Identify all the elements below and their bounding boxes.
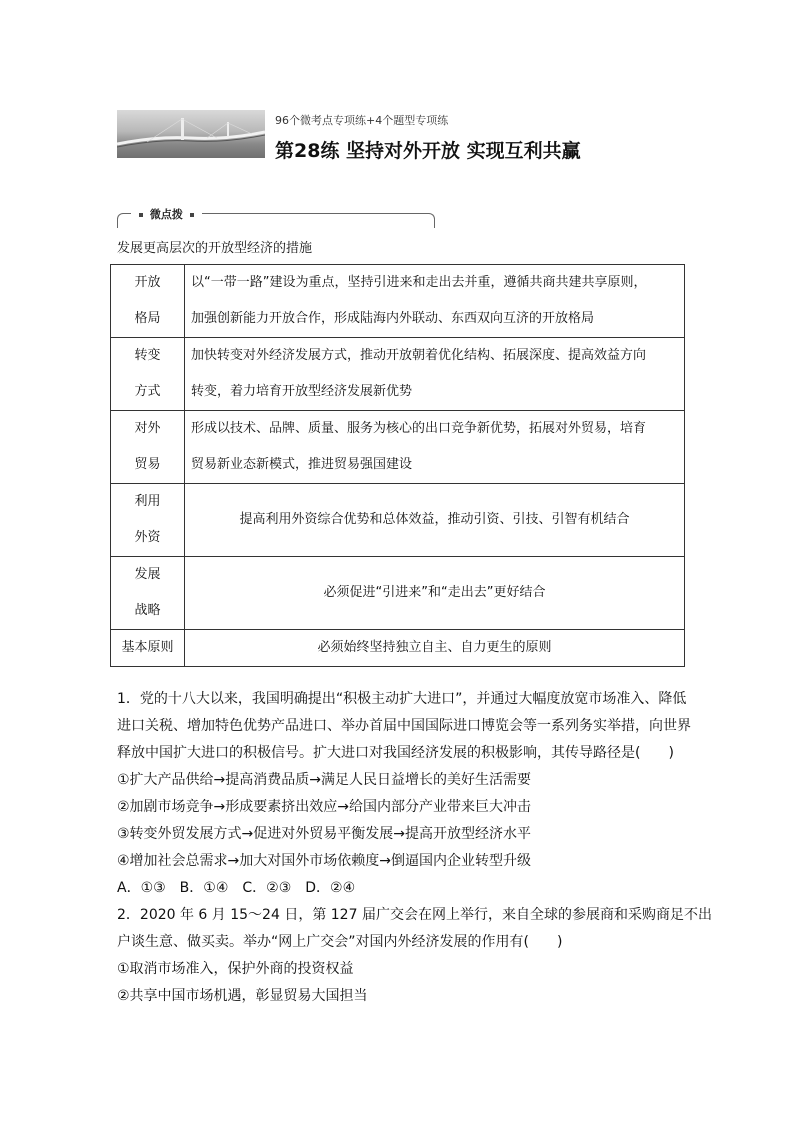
- category-cell: [111, 630, 185, 667]
- category-line: 转变: [134, 348, 161, 363]
- category-line: 基本原则: [121, 640, 174, 655]
- description-line: 转变，着力培育开放型经济发展新优势: [191, 384, 413, 399]
- description-line: 提高利用外资综合优势和总体效益，推动引资、引技、引智有机结合: [239, 512, 630, 527]
- table-row: [111, 557, 685, 630]
- table-row: [111, 338, 685, 411]
- description-line: 必须始终坚持独立自主、自力更生的原则: [317, 640, 552, 655]
- question-1-answers: A．①③ B．①④ C．②③ D．②④: [117, 880, 356, 896]
- category-line: 发展: [134, 567, 161, 582]
- category-line: 利用: [134, 494, 161, 509]
- question-1-line: 释放中国扩大进口的积极信号。扩大进口对我国经济发展的积极影响，其传导路径是( ): [117, 745, 674, 761]
- bridge-illustration: [117, 110, 265, 158]
- section-subtitle: 发展更高层次的开放型经济的措施: [117, 241, 313, 256]
- category-line: 外资: [134, 530, 161, 545]
- table-row: [111, 411, 685, 484]
- square-icon: [139, 213, 143, 217]
- description-cell: [185, 265, 685, 338]
- measures-table: [110, 264, 685, 667]
- description-cell: [185, 338, 685, 411]
- category-line: 战略: [134, 603, 161, 618]
- tips-box: [117, 206, 433, 228]
- description-cell: [185, 630, 685, 667]
- description-cell: [185, 557, 685, 630]
- series-label: 96个微考点专项练+4个题型专项练: [275, 114, 449, 127]
- question-1-line: 进口关税、增加特色优势产品进口、举办首届中国国际进口博览会等一系列务实举措，向世界: [117, 718, 691, 734]
- question-1-option: ①扩大产品供给→提高消费品质→满足人民日益增长的美好生活需要: [117, 772, 532, 788]
- bridge-photo: [117, 110, 265, 158]
- description-cell: [185, 411, 685, 484]
- question-2-option: ①取消市场准入，保护外商的投资权益: [117, 961, 354, 977]
- category-cell: [111, 484, 185, 557]
- question-1-option: ④增加社会总需求→加大对国外市场依赖度→倒逼国内企业转型升级: [117, 853, 532, 869]
- description-line: 加快转变对外经济发展方式，推动开放朝着优化结构、拓展深度、提高效益方向: [191, 348, 647, 363]
- category-cell: [111, 557, 185, 630]
- question-1-option: ②加剧市场竞争→形成要素挤出效应→给国内部分产业带来巨大冲击: [117, 799, 532, 815]
- question-1-line: 1．党的十八大以来，我国明确提出“积极主动扩大进口”，并通过大幅度放宽市场准入、降低: [117, 691, 687, 707]
- category-line: 方式: [134, 384, 161, 399]
- category-cell: [111, 411, 185, 484]
- page-title: 第28练 坚持对外开放 实现互利共赢: [275, 140, 581, 162]
- category-line: 贸易: [134, 457, 161, 472]
- question-2-line: 2．2020 年 6 月 15～24 日，第 127 届广交会在网上举行，来自全球的参展商和采购商足不出: [117, 907, 712, 923]
- description-line: 必须促进“引进来”和“走出去”更好结合: [323, 585, 546, 600]
- table-row: [111, 265, 685, 338]
- description-line: 贸易新业态新模式，推进贸易强国建设: [191, 457, 413, 472]
- category-line: 开放: [134, 275, 161, 290]
- category-line: 格局: [134, 311, 161, 326]
- question-1-option: ③转变外贸发展方式→促进对外贸易平衡发展→提高开放型经济水平: [117, 826, 532, 842]
- category-cell: [111, 338, 185, 411]
- description-line: 加强创新能力开放合作，形成陆海内外联动、东西双向互济的开放格局: [191, 311, 595, 326]
- question-2-line: 户谈生意、做买卖。举办“网上广交会”对国内外经济发展的作用有( ): [117, 934, 563, 950]
- tips-label: 微点拨: [149, 208, 183, 221]
- table-row: [111, 630, 685, 667]
- description-cell: [185, 484, 685, 557]
- question-2-option: ②共享中国市场机遇，彰显贸易大国担当: [117, 988, 368, 1004]
- table-row: [111, 484, 685, 557]
- description-line: 以“一带一路”建设为重点，坚持引进来和走出去并重，遵循共商共建共享原则，: [191, 275, 647, 290]
- category-cell: [111, 265, 185, 338]
- tips-label-wrap: [131, 206, 202, 222]
- category-line: 对外: [134, 421, 161, 436]
- square-icon: [190, 213, 194, 217]
- description-line: 形成以技术、品牌、质量、服务为核心的出口竞争新优势，拓展对外贸易，培育: [191, 421, 647, 436]
- questions-block: [117, 686, 712, 1010]
